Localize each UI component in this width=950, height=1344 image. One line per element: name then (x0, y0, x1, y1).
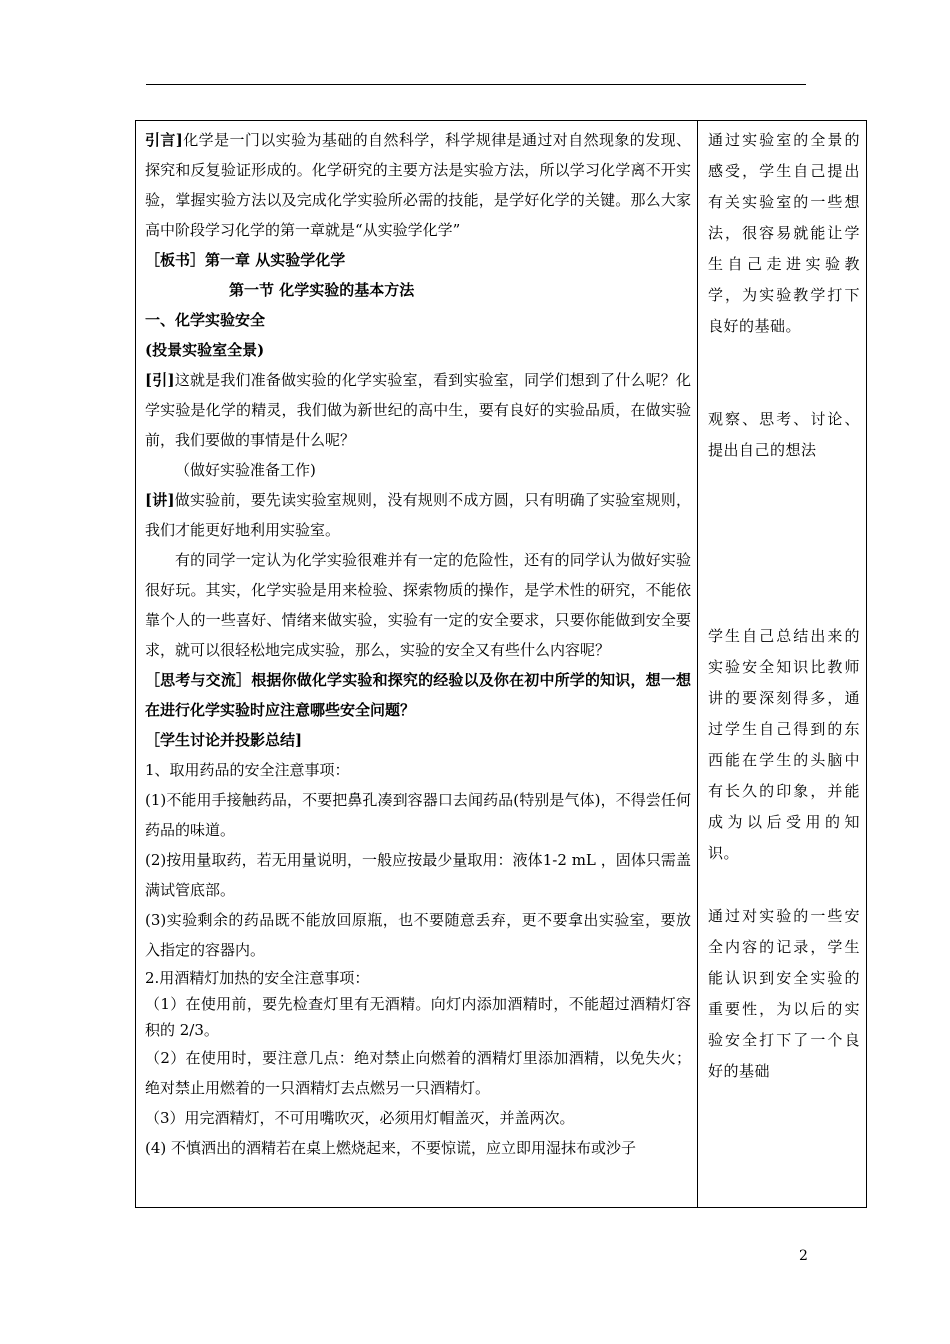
safety-item: (3)实验剩余的药品既不能放回原瓶，也不要随意丢弃，更不要拿出实验室，要放入指定的容器内。 (145, 911, 691, 959)
projection-note: (投景实验室全景) (145, 341, 265, 359)
side-note: 学生自己总结出来的实验安全知识比教师讲的要深刻得多，通过学生自己得到的东西能在学生的头脑中有长久的印象，并能成为以后受用的知识。 (708, 627, 860, 862)
subsection-heading: 一、化学实验安全 (145, 311, 266, 329)
think-exchange-paragraph: ［思考与交流］根据你做化学实验和探究的经验以及你在初中所学的知识，想一想在进行化学实验时应注意哪些安全问题？ (145, 671, 691, 719)
safety-item-heading: 2.用酒精灯加热的安全注意事项： (145, 969, 370, 987)
safety-item: (4) 不慎洒出的酒精若在桌上燃烧起来，不要惊谎，应立即用湿抹布或沙子 (145, 1139, 637, 1157)
side-note: 通过对实验的一些安全内容的记录，学生能认识到安全实验的重要性，为以后的实验安全打下了一个良好的基础 (708, 907, 860, 1080)
lecture-paragraph: [讲]做实验前，要先读实验室规则，没有规则不成方圆，只有明确了实验室规则，我们才能更好地利用实验室。 (145, 491, 691, 539)
column-divider (697, 121, 698, 1207)
side-note: 通过实验室的全景的感受，学生自己提出有关实验室的一些想法，很容易就能让学生自己走进实验教学，为实验教学打下良好的基础。 (708, 131, 860, 335)
header-rule (146, 84, 806, 85)
board-heading-chapter: ［板书］第一章 从实验学化学 (145, 251, 346, 269)
intro-paragraph: 引言]化学是一门以实验为基础的自然科学，科学规律是通过对自然现象的发现、探究和反复验证形成的。化学研究的主要方法是实验方法，所以学习化学离不开实验，掌握实验方法以及完成化学实验所必需的技能，是学好化学的关键。那么大家高中阶段学习化学的第一章就是“从实验学化学” (145, 131, 691, 239)
discussion-heading: ［学生讨论并投影总结] (145, 731, 303, 749)
safety-item: (2)按用量取药，若无用量说明，一般应按最少量取用：液体1-2 mL ，固体只需盖满试管底部。 (145, 851, 691, 899)
safety-item: （2）在使用时，要注意几点：绝对禁止向燃着的酒精灯里添加酒精，以免失火；绝对禁止用燃着的一只酒精灯去点燃另一只酒精灯。 (145, 1049, 691, 1097)
lesson-table (135, 120, 867, 1208)
teaching-content-column (145, 125, 691, 1163)
answer-note: （做好实验准备工作) (175, 461, 316, 479)
safety-item: （1）在使用前，要先检查灯里有无酒精。向灯内添加酒精时，不能超过酒精灯容积的 2/3。 (145, 995, 691, 1039)
design-intent-column (708, 125, 860, 1087)
safety-item-heading: 1、取用药品的安全注意事项： (145, 761, 350, 779)
lead-paragraph: [引]这就是我们准备做实验的化学实验室，看到实验室，同学们想到了什么呢？化学实验是化学的精灵，我们做为新世纪的高中生，要有良好的实验品质，在做实验前，我们要做的事情是什么呢？ (145, 371, 691, 449)
safety-item: (1)不能用手接触药品，不要把鼻孔凑到容器口去闻药品(特别是气体)，不得尝任何药品的味道。 (145, 791, 691, 839)
body-paragraph: 有的同学一定认为化学实验很难并有一定的危险性，还有的同学认为做好实验很好玩。其实，化学实验是用来检验、探索物质的操作，是学术性的研究，不能依靠个人的一些喜好、情绪来做实验，实验有一定的安全要求，只要你能做到安全要求，就可以很轻松地完成实验，那么，实验的安全又有些什么内容呢？ (145, 551, 691, 659)
side-note: 观察、思考、讨论、提出自己的想法 (708, 410, 860, 459)
page-number: 2 (799, 1248, 808, 1264)
safety-item: （3）用完酒精灯，不可用嘴吹灭，必须用灯帽盖灭，并盖两次。 (145, 1109, 575, 1127)
section-heading: 第一节 化学实验的基本方法 (229, 281, 415, 299)
